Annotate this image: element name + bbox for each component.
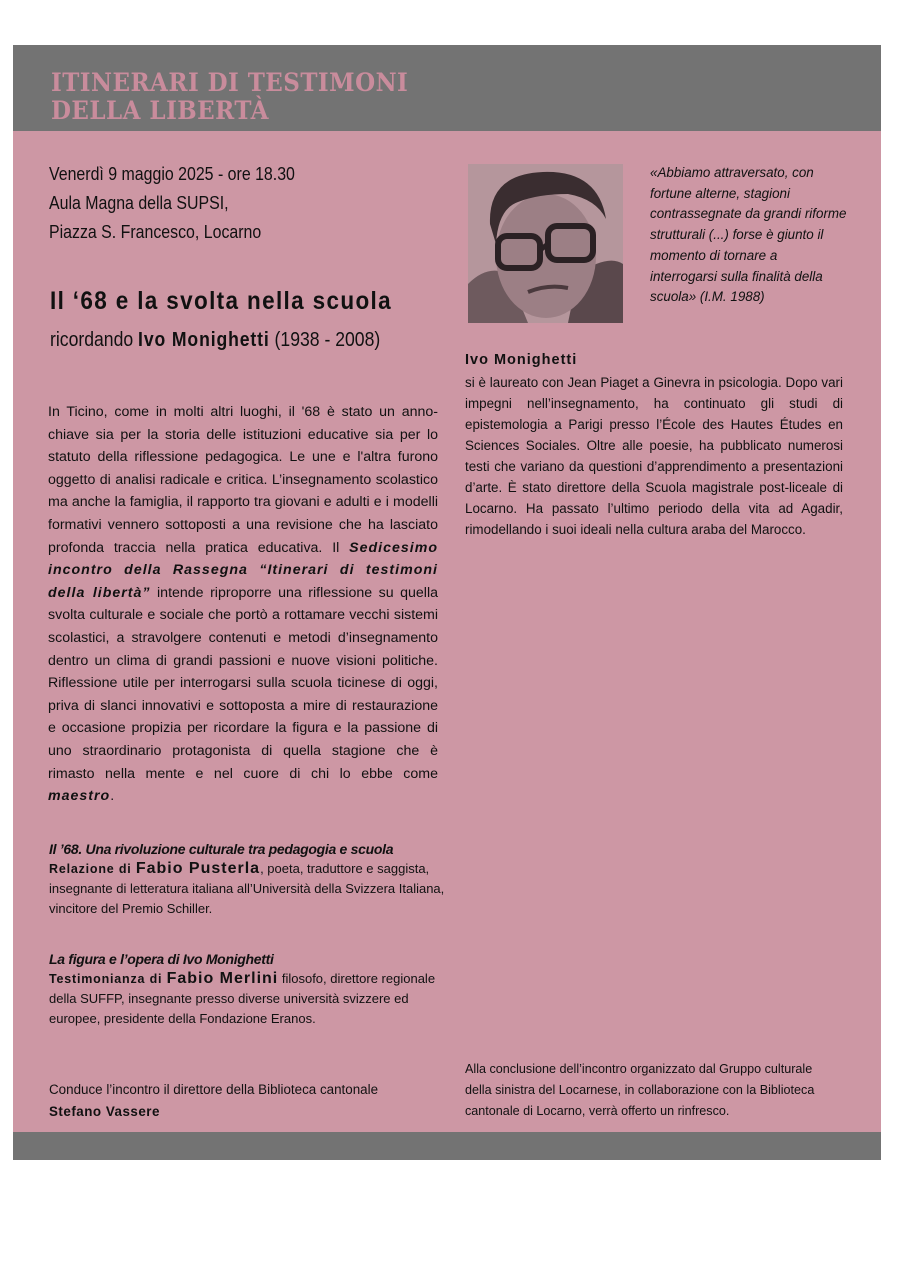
bio-name: Ivo Monighetti	[465, 352, 578, 368]
intro-part2: intende riproporre una riflessione su quella svolta culturale e sociale che portò a rottamare vecchi sistemi scolastici, a stravolgere contenuti e metodi d’insegnamento dentro un clima di grandi passioni e nuove visioni politiche. Riflessione utile per interrogarsi sulla scuola ticinese di oggi, priva di slanci innovativi e sottoposta a mire di restaurazione e occasione propizia per ricordare la figura e la passione di uno straordinario protagonista di quella stagione che è rimasto nella mente e nel cuore di chi lo ebbe come	[48, 584, 438, 782]
subtitle-years: (1938 - 2008)	[269, 329, 381, 351]
subtitle-name: Ivo Monighetti	[138, 329, 270, 351]
quote-line: strutturali (...) forse è giunto il	[650, 227, 824, 243]
moderator-text: Conduce l’incontro il direttore della Biblioteca cantonale	[49, 1082, 379, 1097]
intro-last-word: maestro	[48, 788, 111, 805]
bio-text: si è laureato con Jean Piaget a Ginevra in psicologia. Dopo vari impegni nell’insegnamento, ha continuato gli studi di epistemologia a Parigi presso l’École des Hautes Études en Sciences Sociales. Oltre alle poesie, ha pubblicato numerosi testi che variano da questioni d’apprendimento a presentazioni d’arte. È stato direttore della Scuola magistrale post-liceale di Locarno. Ha passato l’ultimo periodo della vita ad Agadir, rimodellando i suoi ideali nella cultura araba del Marocco.	[465, 375, 843, 537]
talk-speaker-desc: , poeta, traduttore e saggista, insegnante di letteratura italiana all’Università della Svizzera Italiana, vincitore del Premio Schiller.	[49, 861, 445, 916]
talk-speaker: Fabio Pusterla	[135, 860, 261, 877]
portrait-photo	[468, 164, 623, 323]
talk-item	[49, 949, 449, 1029]
intro-part1: In Ticino, come in molti altri luoghi, il '68 è stato un anno-chiave sia per la storia delle istituzioni educative sia per lo statuto della riflessione pedagogica. Le une e l'altra furono oggetto di analisi radicale e critica. L’insegnamento scolastico ma anche la famiglia, il rapporto tra giovani e adulti e i modelli formativi vennero sottoposti a una revisione che ha lasciato profonda traccia nella pratica educativa. Il	[48, 404, 438, 556]
talk-lead: Relazione di	[49, 862, 136, 876]
event-details	[49, 159, 295, 246]
quote-block	[650, 163, 850, 308]
talk-description	[49, 969, 449, 1029]
closing-note: Alla conclusione dell’incontro organizzato dal Gruppo culturale della sinistra del Locarnese, in collaborazione con la Biblioteca cantonale di Locarno, verrà offerto un rinfresco.	[465, 1062, 815, 1118]
quote-line: interrogarsi sulla finalità della	[650, 268, 823, 284]
talk-speaker-desc: filosofo, direttore regionale della SUFFP, insegnante presso diverse università svizzere ed europee, presidente della Fondazione Eranos.	[49, 971, 436, 1026]
series-title	[51, 69, 408, 125]
series-title-line2: DELLA LIBERTÀ	[51, 96, 269, 125]
talk-title: Il ’68. Una rivoluzione culturale tra pedagogia e scuola	[49, 841, 394, 857]
event-poster	[13, 45, 881, 1160]
quote-line: momento di tornare a	[650, 247, 778, 263]
subtitle-prefix: ricordando	[50, 329, 139, 351]
event-subtitle	[50, 329, 380, 352]
talk-speaker: Fabio Merlini	[166, 970, 279, 987]
quote-line: scuola» (I.M. 1988)	[650, 289, 765, 305]
portrait-image	[468, 164, 623, 323]
header-band	[13, 45, 881, 131]
moderator-name: Stefano Vassere	[49, 1103, 160, 1119]
intro-paragraph	[48, 401, 438, 808]
talk-lead: Testimonianza di	[49, 972, 167, 986]
quote-line: fortune alterne, stagioni	[650, 185, 790, 201]
event-date-time: Venerdì 9 maggio 2025 - ore 18.30	[49, 163, 295, 184]
talk-item	[49, 839, 449, 919]
intro-end: .	[110, 788, 115, 805]
intro-emphasis: Sedicesimo incontro della Rassegna “Itinerari di testimoni della libertà”	[48, 539, 438, 601]
poster-body	[13, 131, 881, 1132]
quote-line: «Abbiamo attraversato, con	[650, 165, 814, 180]
talk-description	[49, 859, 449, 919]
event-venue-line1: Aula Magna della SUPSI,	[49, 192, 229, 213]
talk-title: La figura e l’opera di Ivo Monighetti	[49, 951, 274, 967]
moderator-block	[49, 1079, 378, 1122]
quote-line: contrassegnate da grandi riforme	[650, 206, 847, 222]
footer-band	[13, 1132, 881, 1160]
event-title: Il ‘68 e la svolta nella scuola	[50, 287, 392, 315]
series-title-line1: ITINERARI DI TESTIMONI	[51, 68, 409, 97]
event-venue-line2: Piazza S. Francesco, Locarno	[49, 221, 262, 242]
